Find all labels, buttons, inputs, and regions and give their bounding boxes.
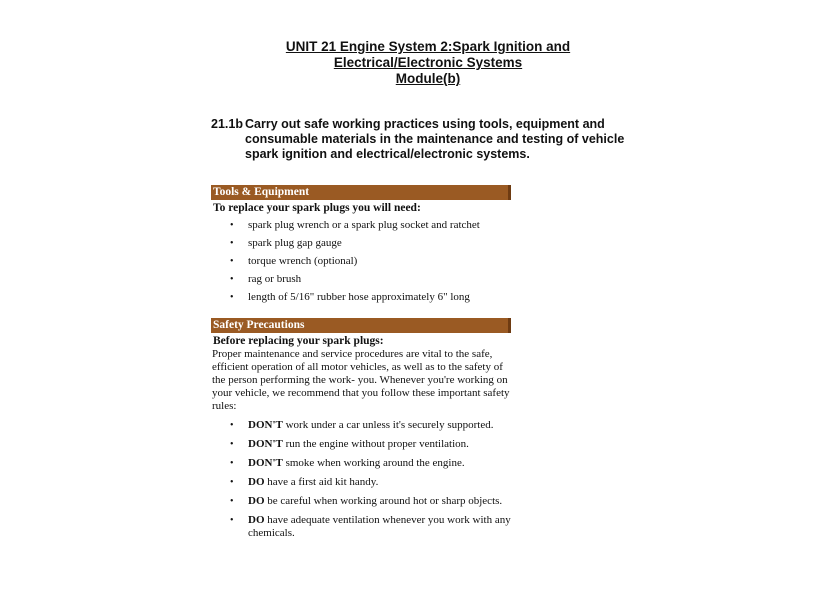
bullet-icon: • xyxy=(230,496,234,507)
tools-subheading: To replace your spark plugs you will need: xyxy=(213,202,421,214)
rule-keyword: DO xyxy=(248,476,265,488)
title-line-1: UNIT 21 Engine System 2:Spark Ignition and xyxy=(285,39,571,54)
rule-text: have a first aid kit handy. xyxy=(264,476,379,488)
rule-text: work under a car unless it's securely supported. xyxy=(282,419,494,431)
objective-number: 21.1b xyxy=(211,117,243,131)
objective-line-1: Carry out safe working practices using tools, equipment and xyxy=(245,117,605,131)
list-item xyxy=(230,419,515,432)
list-item xyxy=(230,476,515,489)
list-item xyxy=(230,291,520,304)
list-item xyxy=(230,457,515,470)
objective-line-2: consumable materials in the maintenance and testing of vehicle xyxy=(245,132,625,146)
title-line-2: Electrical/Electronic Systems xyxy=(333,55,523,70)
list-item xyxy=(230,219,520,232)
rule-keyword: DON'T xyxy=(248,438,283,450)
bullet-icon: • xyxy=(230,515,234,526)
tool-item-text: spark plug gap gauge xyxy=(248,237,342,249)
bullet-icon: • xyxy=(230,274,234,285)
safety-subheading: Before replacing your spark plugs: xyxy=(213,335,384,347)
learning-objective xyxy=(211,117,631,162)
rule-text: run the engine without proper ventilation. xyxy=(282,438,469,450)
objective-line-3: spark ignition and electrical/electronic systems. xyxy=(245,147,530,161)
bullet-icon: • xyxy=(230,477,234,488)
list-item xyxy=(230,255,520,268)
title-line-3: Module(b) xyxy=(395,71,461,86)
rule-keyword: DO xyxy=(248,514,265,526)
tool-item-text: rag or brush xyxy=(248,273,302,285)
list-item xyxy=(230,495,515,508)
bullet-icon: • xyxy=(230,220,234,231)
list-item xyxy=(230,438,515,451)
tools-section-header: Tools & Equipment xyxy=(211,185,511,200)
bullet-icon: • xyxy=(230,238,234,249)
rule-keyword: DON'T xyxy=(248,457,283,469)
safety-rules-list xyxy=(230,419,515,540)
list-item xyxy=(230,514,515,540)
bullet-icon: • xyxy=(230,458,234,469)
list-item xyxy=(230,273,520,286)
bullet-icon: • xyxy=(230,256,234,267)
tools-list xyxy=(230,219,520,304)
list-item xyxy=(230,237,520,250)
bullet-icon: • xyxy=(230,439,234,450)
rule-text: have adequate ventilation whenever you work with any chemicals. xyxy=(248,514,511,539)
rule-text: smoke when working around the engine. xyxy=(282,457,465,469)
document-title xyxy=(250,39,606,87)
rule-keyword: DO xyxy=(248,495,265,507)
tool-item-text: length of 5/16" rubber hose approximately 6" long xyxy=(248,291,470,303)
bullet-icon: • xyxy=(230,420,234,431)
rule-keyword: DON'T xyxy=(248,419,283,431)
tool-item-text: torque wrench (optional) xyxy=(248,255,358,267)
safety-paragraph: Proper maintenance and service procedures are vital to the safe, efficient operation of all motor vehicles, as well as to the safety of the person performing the work- you. Whenever you're working on your vehicle, we recommend that you follow these important safety rules: xyxy=(212,348,510,412)
rule-text: be careful when working around hot or sharp objects. xyxy=(264,495,503,507)
safety-section-header: Safety Precautions xyxy=(211,318,511,333)
tool-item-text: spark plug wrench or a spark plug socket and ratchet xyxy=(248,219,480,231)
bullet-icon: • xyxy=(230,292,234,303)
